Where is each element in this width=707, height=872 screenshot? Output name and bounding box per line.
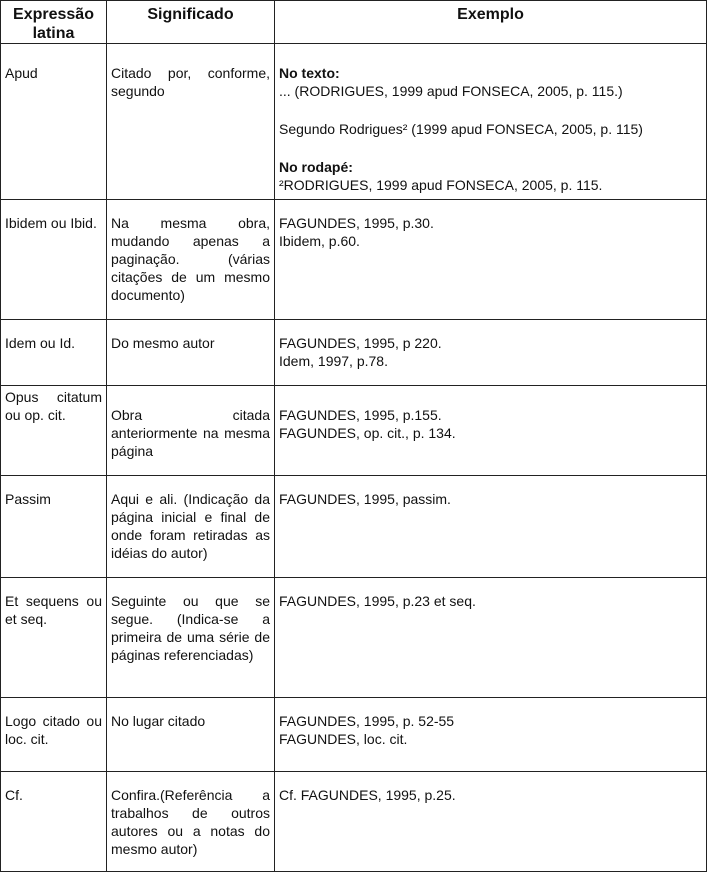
table-row bbox=[1, 320, 707, 386]
example-line: FAGUNDES, 1995, p.155. bbox=[279, 407, 442, 423]
example-line: Segundo Rodrigues² (1999 apud FONSECA, 2005, p. 115) bbox=[279, 121, 643, 137]
header-example: Exemplo bbox=[275, 1, 707, 44]
expression-cell: Logo citado ou loc. cit. bbox=[1, 698, 107, 772]
example-line: FAGUNDES, 1995, p. 52-55 bbox=[279, 713, 455, 729]
expression-cell: Passim bbox=[1, 476, 107, 578]
table-row bbox=[1, 386, 707, 476]
expression-cell: Et sequens ou et seq. bbox=[1, 578, 107, 698]
meaning-cell: No lugar citado bbox=[107, 698, 275, 772]
table-row bbox=[1, 578, 707, 698]
table-row bbox=[1, 698, 707, 772]
table-row bbox=[1, 200, 707, 320]
example-cell bbox=[275, 44, 707, 200]
example-line: Ibidem, p.60. bbox=[279, 233, 360, 249]
header-meaning: Significado bbox=[107, 1, 275, 44]
table-row bbox=[1, 772, 707, 872]
meaning-cell: Do mesmo autor bbox=[107, 320, 275, 386]
example-cell bbox=[275, 320, 707, 386]
example-cell bbox=[275, 578, 707, 698]
example-label-text: No texto: bbox=[279, 65, 340, 81]
example-line: FAGUNDES, op. cit., p. 134. bbox=[279, 425, 456, 441]
meaning-cell: Citado por, conforme, segundo bbox=[107, 44, 275, 200]
header-row bbox=[1, 1, 707, 44]
example-cell bbox=[275, 698, 707, 772]
example-line: ²RODRIGUES, 1999 apud FONSECA, 2005, p. 115. bbox=[279, 177, 603, 193]
meaning-cell: Seguinte ou que se segue. (Indica-se a primeira de uma série de páginas referenciadas) bbox=[107, 578, 275, 698]
example-line: ... (RODRIGUES, 1999 apud FONSECA, 2005, p. 115.) bbox=[279, 83, 623, 99]
meaning-cell: Na mesma obra, mudando apenas a paginação. (várias citações de um mesmo documento) bbox=[107, 200, 275, 320]
example-line: FAGUNDES, 1995, passim. bbox=[279, 491, 451, 507]
example-line: Idem, 1997, p.78. bbox=[279, 353, 388, 369]
example-line: FAGUNDES, 1995, p.30. bbox=[279, 215, 434, 231]
meaning-cell: Aqui e ali. (Indicação da página inicial e final de onde foram retiradas as idéias do autor) bbox=[107, 476, 275, 578]
example-cell bbox=[275, 200, 707, 320]
meaning-cell: Confira.(Referência a trabalhos de outros autores ou a notas do mesmo autor) bbox=[107, 772, 275, 872]
meaning-cell: Obra citada anteriormente na mesma página bbox=[107, 386, 275, 476]
expression-cell: Apud bbox=[1, 44, 107, 200]
example-cell bbox=[275, 386, 707, 476]
example-line: FAGUNDES, 1995, p 220. bbox=[279, 335, 442, 351]
example-label-footnote: No rodapé: bbox=[279, 159, 353, 175]
example-cell bbox=[275, 476, 707, 578]
example-line: Cf. FAGUNDES, 1995, p.25. bbox=[279, 787, 456, 803]
expression-cell: Opus citatum ou op. cit. bbox=[1, 386, 107, 476]
header-expression: Expressão latina bbox=[1, 1, 107, 44]
expression-cell: Idem ou Id. bbox=[1, 320, 107, 386]
expression-cell: Cf. bbox=[1, 772, 107, 872]
example-line: FAGUNDES, loc. cit. bbox=[279, 731, 408, 747]
table-row bbox=[1, 44, 707, 200]
table-row bbox=[1, 476, 707, 578]
example-cell bbox=[275, 772, 707, 872]
expression-cell: Ibidem ou Ibid. bbox=[1, 200, 107, 320]
example-line: FAGUNDES, 1995, p.23 et seq. bbox=[279, 593, 476, 609]
